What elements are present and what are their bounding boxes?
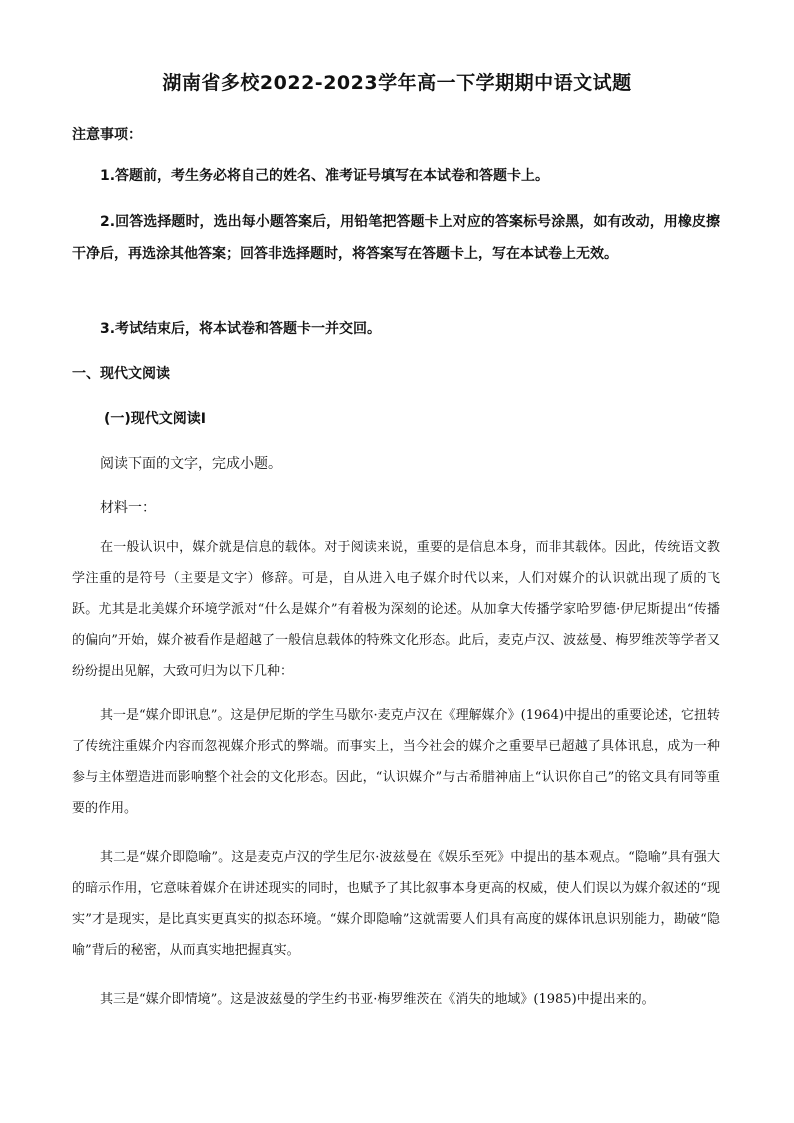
body-paragraph-3: 其二是“媒介即隐喻”。这是麦克卢汉的学生尼尔·波兹曼在《娱乐至死》中提出的基本观点。“隐喻”具有强大的暗示作用，它意味着媒介在讲述现实的同时，也赋予了其比叙事本身更高的权威，使人们误以为媒介叙述的“现实”才是现实，是比真实更真实的拟态环境。“媒介即隐喻”这就需要人们具有高度的媒体讯息识别能力，勘破“隐喻”背后的秘密，从而真实地把握真实。 xyxy=(72,850,720,958)
exam-title: 湖南省多校2022-2023学年高一下学期期中语文试题 xyxy=(162,72,632,94)
body-paragraph-1: 在一般认识中，媒介就是信息的载体。对于阅读来说，重要的是信息本身，而非其载体。因此，传统语文教学注重的是符号（主要是文字）修辞。可是，自从进入电子媒介时代以来，人们对媒介的认识就出现了质的飞跃。尤其是北美媒介环境学派对“什么是媒介”有着极为深刻的论述。从加拿大传播学家哈罗德·伊尼斯提出“传播的偏向”开始，媒介被看作是超越了一般信息载体的特殊文化形态。此后，麦克卢汉、波兹曼、梅罗维茨等学者又纷纷提出见解，大致可归为以下几种： xyxy=(72,540,720,679)
notice-heading: 注意事项： xyxy=(72,127,142,143)
notice-item-1: 1.答题前，考生务必将自己的姓名、准考证号填写在本试卷和答题卡上。 xyxy=(100,168,550,184)
section-heading: 一、现代文阅读 xyxy=(72,366,170,382)
material-label: 材料一： xyxy=(100,500,156,516)
notice-item-2: 2.回答选择题时，选出每小题答案后，用铅笔把答题卡上对应的答案标号涂黑，如有改动，用橡皮擦干净后，再选涂其他答案；回答非选择题时，将答案写在答题卡上，写在本试卷上无效。 xyxy=(72,214,720,262)
body-paragraph-2: 其一是“媒介即讯息”。这是伊尼斯的学生马歇尔·麦克卢汉在《理解媒介》(1964)中提出的重要论述，它扭转了传统注重媒介内容而忽视媒介形式的弊端。而事实上，当今社会的媒介之重要早已超越了具体讯息，成为一种参与主体塑造进而影响整个社会的文化形态。因此，“认识媒介”与古希腊神庙上“认识你自己”的铭文具有同等重要的作用。 xyxy=(72,708,720,816)
notice-item-3: 3.考试结束后，将本试卷和答题卡一并交回。 xyxy=(100,321,382,337)
subsection-heading: (一)现代文阅读Ⅰ xyxy=(104,411,207,427)
reading-instruction: 阅读下面的文字，完成小题。 xyxy=(100,456,282,472)
body-paragraph-4: 其三是“媒介即情境”。这是波兹曼的学生约书亚·梅罗维茨在《消失的地域》(1985)中提出来的。 xyxy=(100,992,655,1007)
